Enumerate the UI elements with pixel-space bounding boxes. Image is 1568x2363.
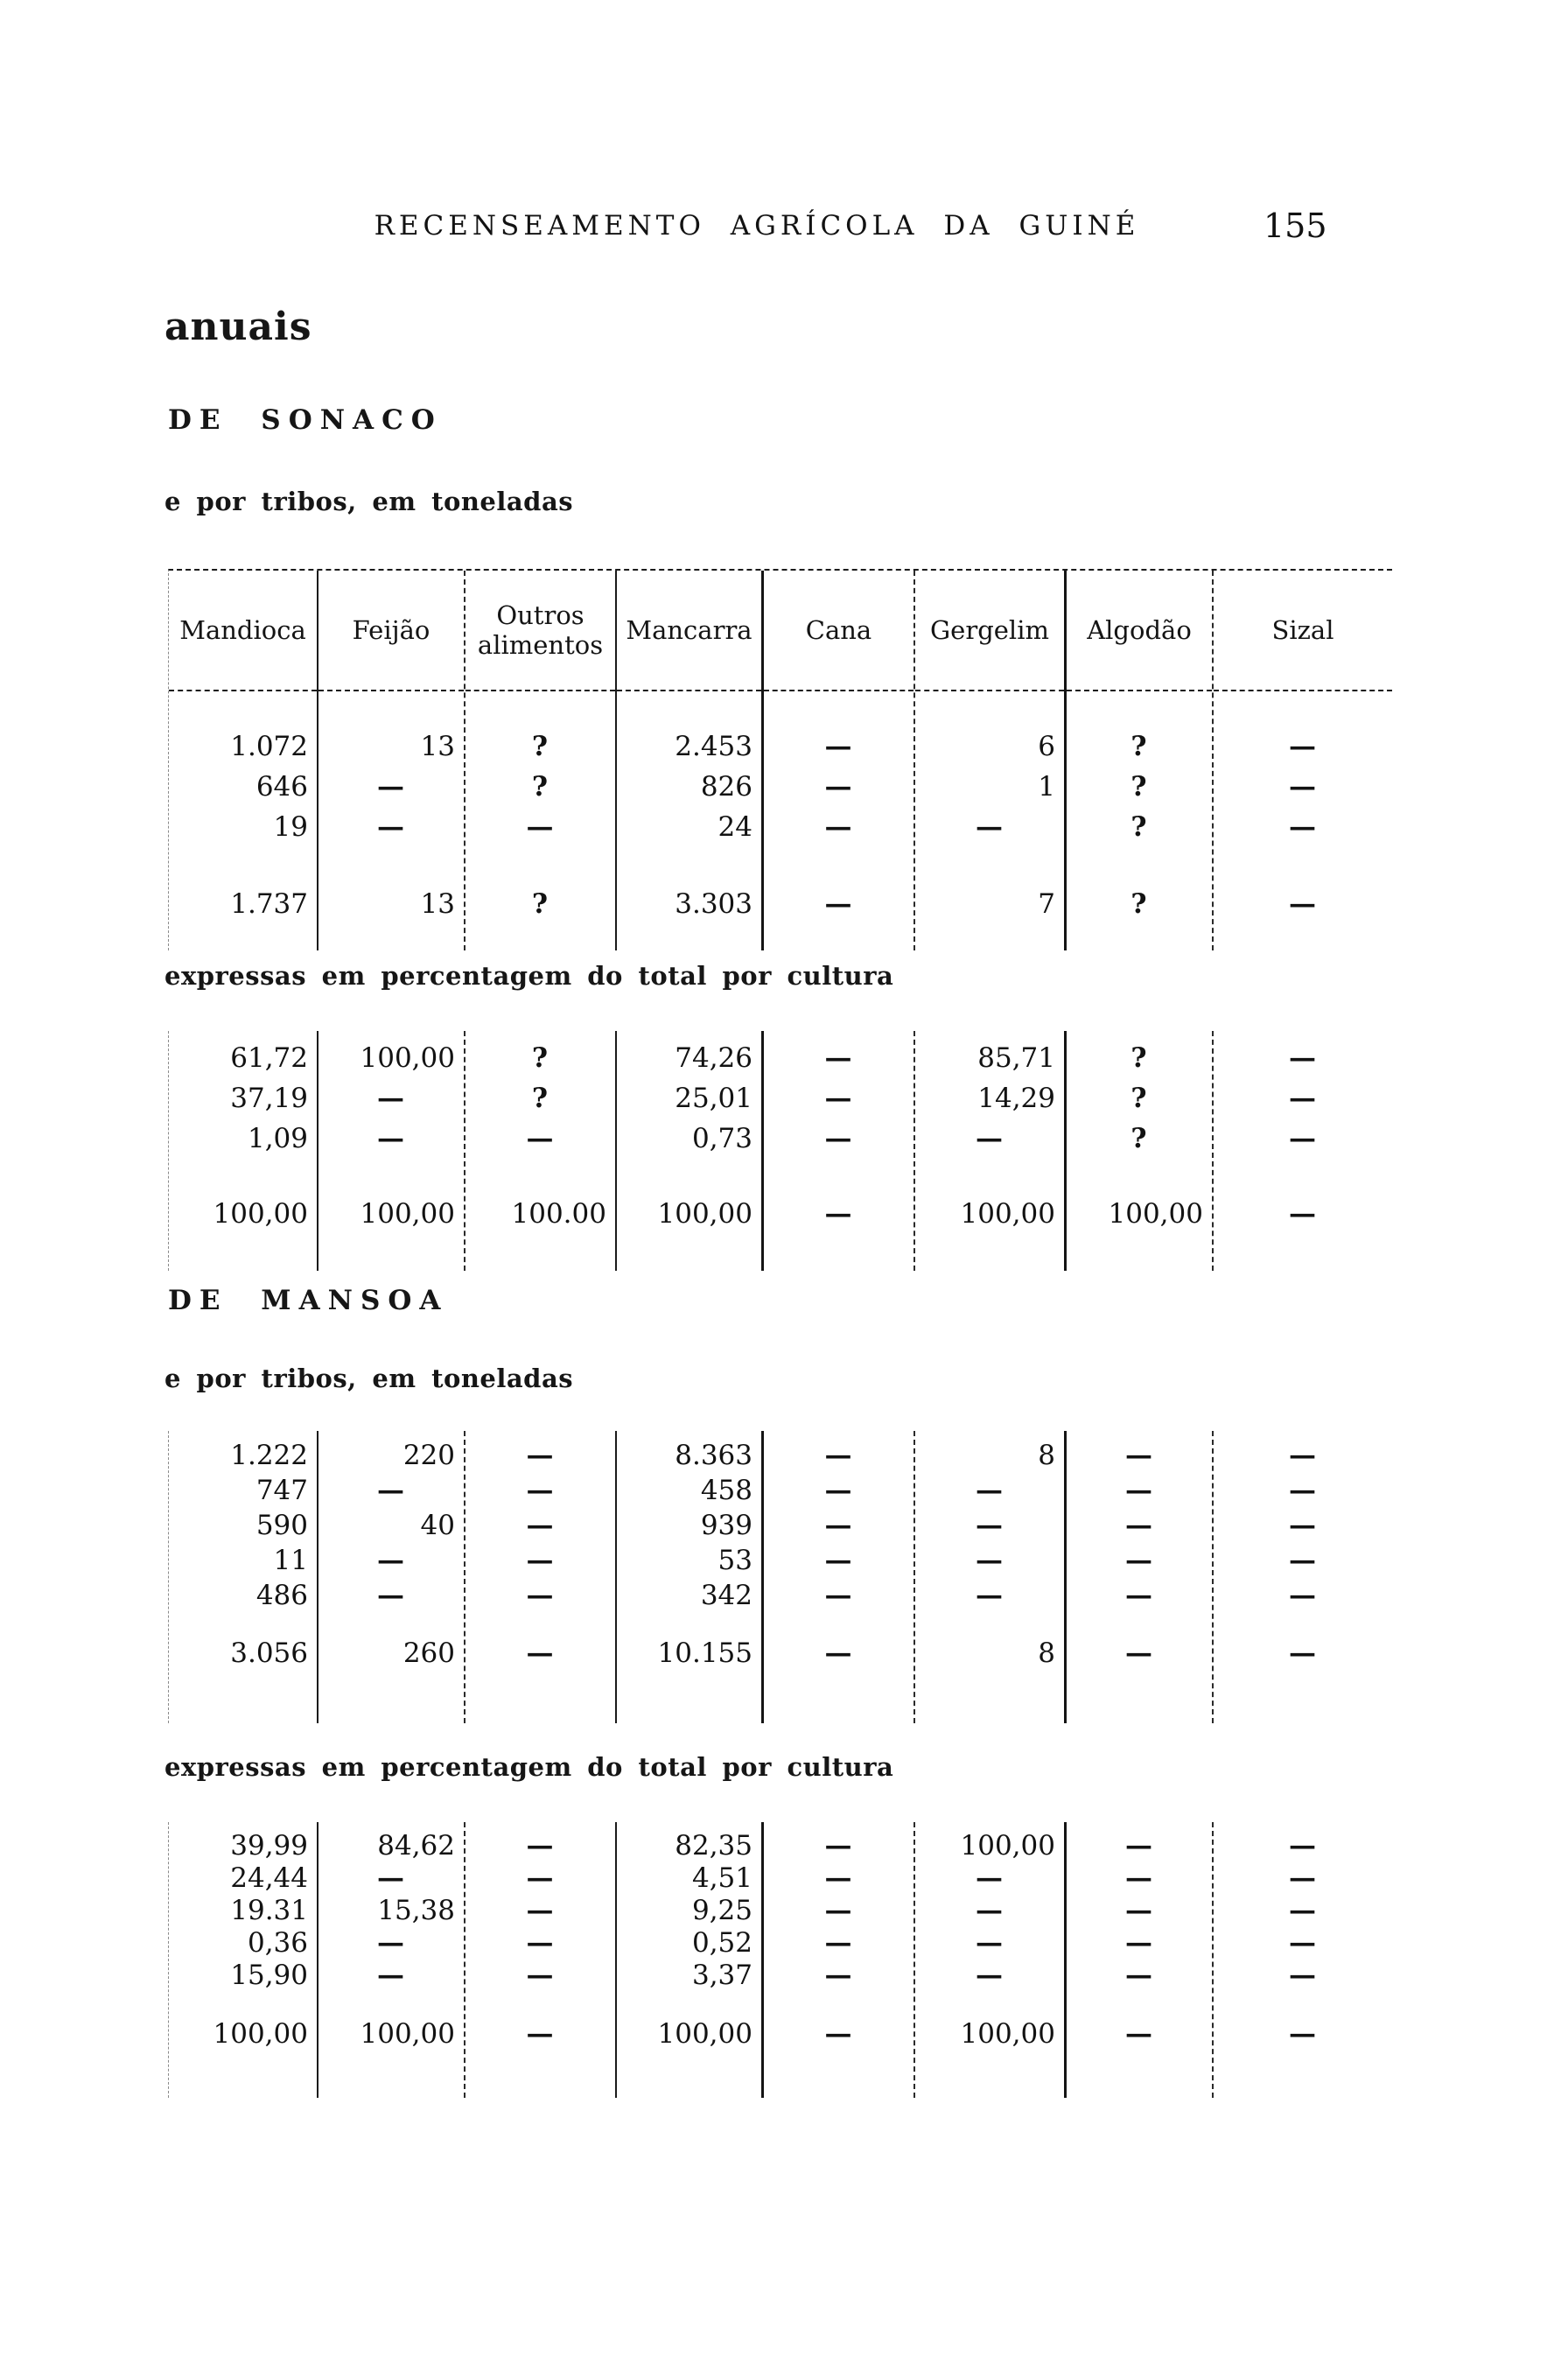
row-gap bbox=[318, 1613, 464, 1636]
data-cell: — bbox=[1125, 1475, 1153, 1506]
data-cell: — bbox=[526, 811, 555, 843]
column-header: Algodão bbox=[1067, 571, 1212, 691]
row-gap bbox=[764, 691, 914, 726]
data-cell: ? bbox=[531, 771, 550, 803]
data-cell: — bbox=[824, 1440, 853, 1471]
total-cell: 100,00 bbox=[213, 1198, 308, 1230]
total-cell: 100,00 bbox=[1108, 1198, 1203, 1230]
table-column bbox=[318, 571, 466, 950]
data-cell: — bbox=[824, 1123, 853, 1154]
table-column bbox=[1214, 1822, 1392, 2098]
data-cell: — bbox=[526, 1580, 555, 1611]
data-cell: 84,62 bbox=[377, 1829, 455, 1862]
data-cell: — bbox=[824, 1580, 853, 1611]
data-cell: — bbox=[1125, 1440, 1153, 1471]
data-cell: — bbox=[976, 1123, 1004, 1154]
table-column bbox=[466, 1431, 617, 1723]
data-cell: 19 bbox=[273, 811, 308, 843]
data-cell: — bbox=[824, 771, 853, 803]
data-cell: 0,36 bbox=[247, 1926, 308, 1959]
column-header: Cana bbox=[764, 571, 914, 691]
data-cell: — bbox=[377, 1475, 405, 1506]
row-gap bbox=[169, 1613, 317, 1636]
row-gap bbox=[169, 847, 317, 884]
data-cell: — bbox=[976, 1959, 1004, 1991]
total-cell: 13 bbox=[420, 888, 455, 920]
data-cell: 37,19 bbox=[230, 1083, 308, 1114]
data-cell: 25,01 bbox=[675, 1083, 752, 1114]
data-cell: 53 bbox=[718, 1545, 752, 1576]
data-cell: 6 bbox=[1038, 731, 1055, 762]
data-cell: — bbox=[824, 811, 853, 843]
total-cell: 3.303 bbox=[675, 888, 752, 920]
row-gap bbox=[1067, 691, 1212, 726]
section-heading-mansoa: DE MANSOA bbox=[168, 1285, 449, 1316]
data-cell: — bbox=[824, 1959, 853, 1991]
data-cell: — bbox=[1289, 1440, 1317, 1471]
data-cell: 24 bbox=[718, 811, 752, 843]
total-cell: 8 bbox=[1038, 1637, 1055, 1669]
total-cell: 100,00 bbox=[657, 2017, 752, 2050]
data-cell: — bbox=[1289, 1475, 1317, 1506]
row-gap bbox=[617, 1991, 761, 2017]
total-cell: ? bbox=[531, 888, 550, 920]
column-header: Sizal bbox=[1214, 571, 1392, 691]
data-cell: 100,00 bbox=[960, 1829, 1055, 1862]
data-cell: — bbox=[824, 1475, 853, 1506]
sonaco-tonnes-caption: e por tribos, em toneladas bbox=[164, 487, 574, 516]
data-cell: — bbox=[976, 1894, 1004, 1926]
data-cell: — bbox=[1125, 1959, 1153, 1991]
table-column bbox=[617, 571, 764, 950]
total-cell: — bbox=[824, 1637, 853, 1669]
data-cell: — bbox=[377, 1862, 405, 1894]
data-cell: 1,09 bbox=[247, 1123, 308, 1154]
table-column bbox=[764, 1431, 915, 1723]
row-gap bbox=[1067, 1159, 1212, 1194]
column-header: Outros alimentos bbox=[466, 571, 615, 691]
row-gap bbox=[169, 1159, 317, 1194]
row-gap bbox=[1214, 1613, 1392, 1636]
data-cell: 342 bbox=[700, 1580, 752, 1611]
table-column bbox=[1067, 1431, 1214, 1723]
sonaco-percent-table bbox=[168, 1031, 1392, 1271]
data-cell: — bbox=[526, 1894, 555, 1926]
table-column bbox=[466, 1822, 617, 2098]
data-cell: — bbox=[526, 1440, 555, 1471]
row-gap bbox=[1214, 847, 1392, 884]
data-cell: 61,72 bbox=[230, 1042, 308, 1074]
table-column bbox=[915, 1822, 1067, 2098]
data-cell: — bbox=[1289, 1580, 1317, 1611]
data-cell: 939 bbox=[700, 1510, 752, 1541]
total-cell: — bbox=[526, 2017, 555, 2050]
data-cell: 24,44 bbox=[230, 1862, 308, 1894]
row-gap bbox=[764, 1159, 914, 1194]
data-cell: — bbox=[976, 811, 1004, 843]
data-cell: 1.072 bbox=[230, 731, 308, 762]
data-cell: — bbox=[526, 1862, 555, 1894]
data-cell: — bbox=[377, 1545, 405, 1576]
data-cell: — bbox=[377, 1959, 405, 1991]
data-cell: — bbox=[526, 1959, 555, 1991]
data-cell: — bbox=[1125, 1510, 1153, 1541]
total-cell: — bbox=[1289, 888, 1317, 920]
data-cell: — bbox=[824, 1545, 853, 1576]
data-cell: — bbox=[976, 1510, 1004, 1541]
table-column bbox=[1214, 571, 1392, 950]
data-cell: — bbox=[1125, 1545, 1153, 1576]
row-gap bbox=[764, 1991, 914, 2017]
table-column bbox=[617, 1431, 764, 1723]
table-column bbox=[1067, 1822, 1214, 2098]
data-cell: — bbox=[1289, 1926, 1317, 1959]
data-cell: 14,29 bbox=[977, 1083, 1055, 1114]
total-cell: ? bbox=[1130, 888, 1148, 920]
data-cell: 0,52 bbox=[691, 1926, 752, 1959]
total-cell: 100,00 bbox=[960, 2017, 1055, 2050]
data-cell: — bbox=[526, 1475, 555, 1506]
table-column bbox=[169, 571, 318, 950]
data-cell: 39,99 bbox=[230, 1829, 308, 1862]
data-cell: — bbox=[1289, 1510, 1317, 1541]
row-gap bbox=[915, 1991, 1064, 2017]
data-cell: 0,73 bbox=[691, 1123, 752, 1154]
mansoa-tonnes-table bbox=[168, 1431, 1392, 1723]
row-gap bbox=[617, 691, 761, 726]
sonaco-tonnes-table bbox=[168, 569, 1392, 950]
data-cell: 85,71 bbox=[977, 1042, 1055, 1074]
data-cell: — bbox=[824, 1894, 853, 1926]
row-gap bbox=[617, 1159, 761, 1194]
data-cell: — bbox=[1125, 1926, 1153, 1959]
table-column bbox=[169, 1031, 318, 1271]
table-column bbox=[318, 1822, 466, 2098]
section-heading-sonaco: DE SONACO bbox=[168, 404, 443, 436]
data-cell: 486 bbox=[256, 1580, 308, 1611]
row-gap bbox=[318, 1991, 464, 2017]
row-gap bbox=[764, 847, 914, 884]
table-column bbox=[617, 1822, 764, 2098]
sonaco-percent-caption: expressas em percentagem do total por cultura bbox=[164, 961, 894, 991]
total-cell: 100.00 bbox=[511, 1198, 606, 1230]
data-cell: ? bbox=[531, 731, 550, 762]
table-column bbox=[169, 1431, 318, 1723]
data-cell: — bbox=[1289, 731, 1317, 762]
data-cell: — bbox=[824, 1042, 853, 1074]
row-gap bbox=[617, 1613, 761, 1636]
table-column bbox=[318, 1431, 466, 1723]
data-cell: — bbox=[526, 1510, 555, 1541]
row-gap bbox=[1067, 1991, 1212, 2017]
data-cell: — bbox=[377, 1083, 405, 1114]
total-cell: — bbox=[526, 1637, 555, 1669]
total-cell: 100,00 bbox=[360, 1198, 455, 1230]
data-cell: — bbox=[1289, 1083, 1317, 1114]
data-cell: — bbox=[976, 1926, 1004, 1959]
data-cell: 74,26 bbox=[675, 1042, 752, 1074]
column-header: Mandioca bbox=[169, 571, 317, 691]
table-column bbox=[466, 571, 617, 950]
data-cell: — bbox=[824, 1829, 853, 1862]
row-gap bbox=[1067, 1613, 1212, 1636]
data-cell: 646 bbox=[256, 771, 308, 803]
table-column bbox=[617, 1031, 764, 1271]
total-cell: 260 bbox=[402, 1637, 455, 1669]
data-cell: — bbox=[824, 1862, 853, 1894]
row-gap bbox=[466, 1159, 615, 1194]
total-cell: — bbox=[1125, 2017, 1153, 2050]
row-gap bbox=[466, 1613, 615, 1636]
data-cell: ? bbox=[1130, 771, 1148, 803]
data-cell: — bbox=[1289, 1123, 1317, 1154]
column-header: Feijão bbox=[318, 571, 464, 691]
data-cell: — bbox=[1289, 771, 1317, 803]
data-cell: — bbox=[976, 1475, 1004, 1506]
row-gap bbox=[915, 847, 1064, 884]
row-gap bbox=[169, 1991, 317, 2017]
data-cell: — bbox=[1289, 1959, 1317, 1991]
data-cell: — bbox=[377, 1926, 405, 1959]
mansoa-percent-table bbox=[168, 1822, 1392, 2098]
row-gap bbox=[764, 1613, 914, 1636]
data-cell: — bbox=[824, 1926, 853, 1959]
table-column bbox=[1214, 1431, 1392, 1723]
data-cell: 826 bbox=[700, 771, 752, 803]
data-cell: — bbox=[1289, 1862, 1317, 1894]
data-cell: — bbox=[976, 1545, 1004, 1576]
data-cell: — bbox=[526, 1123, 555, 1154]
data-cell: 9,25 bbox=[691, 1894, 752, 1926]
data-cell: 40 bbox=[420, 1510, 455, 1541]
total-cell: — bbox=[1289, 1637, 1317, 1669]
row-gap bbox=[915, 1159, 1064, 1194]
data-cell: — bbox=[377, 811, 405, 843]
total-cell: — bbox=[1289, 2017, 1317, 2050]
table-column bbox=[915, 571, 1067, 950]
total-cell: — bbox=[1125, 1637, 1153, 1669]
data-cell: 1 bbox=[1038, 771, 1055, 803]
data-cell: — bbox=[1125, 1829, 1153, 1862]
row-gap bbox=[318, 691, 464, 726]
data-cell: — bbox=[1125, 1862, 1153, 1894]
data-cell: — bbox=[1289, 1545, 1317, 1576]
table-column bbox=[915, 1431, 1067, 1723]
column-header: Gergelim bbox=[915, 571, 1064, 691]
data-cell: ? bbox=[531, 1083, 550, 1114]
running-head: RECENSEAMENTO AGRÍCOLA DA GUINÉ bbox=[374, 210, 1140, 242]
total-cell: — bbox=[824, 1198, 853, 1230]
total-cell: 7 bbox=[1038, 888, 1055, 920]
data-cell: 19.31 bbox=[230, 1894, 308, 1926]
data-cell: — bbox=[377, 1580, 405, 1611]
data-cell: 15,38 bbox=[377, 1894, 455, 1926]
row-gap bbox=[915, 691, 1064, 726]
total-cell: — bbox=[824, 888, 853, 920]
data-cell: — bbox=[824, 731, 853, 762]
data-cell: ? bbox=[531, 1042, 550, 1074]
total-cell: 1.737 bbox=[230, 888, 308, 920]
table-column bbox=[764, 1031, 915, 1271]
row-gap bbox=[617, 847, 761, 884]
data-cell: 590 bbox=[256, 1510, 308, 1541]
data-cell: — bbox=[1125, 1894, 1153, 1926]
data-cell: — bbox=[526, 1829, 555, 1862]
mansoa-percent-caption: expressas em percentagem do total por cultura bbox=[164, 1752, 894, 1782]
data-cell: — bbox=[1289, 811, 1317, 843]
row-gap bbox=[1214, 691, 1392, 726]
data-cell: — bbox=[976, 1862, 1004, 1894]
data-cell: ? bbox=[1130, 1042, 1148, 1074]
data-cell: ? bbox=[1130, 731, 1148, 762]
table-column bbox=[915, 1031, 1067, 1271]
row-gap bbox=[318, 847, 464, 884]
data-cell: 220 bbox=[402, 1440, 455, 1471]
row-gap bbox=[318, 1159, 464, 1194]
total-cell: 100,00 bbox=[960, 1198, 1055, 1230]
data-cell: 15,90 bbox=[230, 1959, 308, 1991]
data-cell: ? bbox=[1130, 811, 1148, 843]
data-cell: — bbox=[377, 1123, 405, 1154]
data-cell: 8.363 bbox=[675, 1440, 752, 1471]
data-cell: ? bbox=[1130, 1083, 1148, 1114]
row-gap bbox=[466, 1991, 615, 2017]
total-cell: — bbox=[824, 2017, 853, 2050]
table-column bbox=[1067, 1031, 1214, 1271]
row-gap bbox=[1067, 847, 1212, 884]
table-column bbox=[1214, 1031, 1392, 1271]
page-title: anuais bbox=[164, 305, 312, 349]
total-cell: — bbox=[1289, 1198, 1317, 1230]
data-cell: 11 bbox=[273, 1545, 308, 1576]
table-column bbox=[764, 1822, 915, 2098]
row-gap bbox=[466, 847, 615, 884]
total-cell: 100,00 bbox=[360, 2017, 455, 2050]
data-cell: 8 bbox=[1038, 1440, 1055, 1471]
data-cell: — bbox=[824, 1083, 853, 1114]
total-cell: 100,00 bbox=[657, 1198, 752, 1230]
data-cell: 1.222 bbox=[230, 1440, 308, 1471]
table-column bbox=[318, 1031, 466, 1271]
data-cell: 4,51 bbox=[691, 1862, 752, 1894]
data-cell: 2.453 bbox=[675, 731, 752, 762]
column-header: Mancarra bbox=[617, 571, 761, 691]
data-cell: 747 bbox=[256, 1475, 308, 1506]
row-gap bbox=[915, 1613, 1064, 1636]
data-cell: — bbox=[526, 1545, 555, 1576]
data-cell: — bbox=[526, 1926, 555, 1959]
page-number: 155 bbox=[1264, 207, 1327, 245]
row-gap bbox=[1214, 1991, 1392, 2017]
table-column bbox=[764, 571, 915, 950]
data-cell: 100,00 bbox=[360, 1042, 455, 1074]
table-column bbox=[466, 1031, 617, 1271]
data-cell: — bbox=[1289, 1894, 1317, 1926]
data-cell: 458 bbox=[700, 1475, 752, 1506]
data-cell: — bbox=[1289, 1829, 1317, 1862]
mansoa-tonnes-caption: e por tribos, em toneladas bbox=[164, 1364, 574, 1393]
total-cell: 3.056 bbox=[230, 1637, 308, 1669]
total-cell: 10.155 bbox=[657, 1637, 752, 1669]
table-column bbox=[1067, 571, 1214, 950]
table-column bbox=[169, 1822, 318, 2098]
row-gap bbox=[169, 691, 317, 726]
data-cell: — bbox=[824, 1510, 853, 1541]
data-cell: ? bbox=[1130, 1123, 1148, 1154]
total-cell: 100,00 bbox=[213, 2017, 308, 2050]
data-cell: 82,35 bbox=[675, 1829, 752, 1862]
data-cell: — bbox=[976, 1580, 1004, 1611]
row-gap bbox=[1214, 1159, 1392, 1194]
data-cell: — bbox=[377, 771, 405, 803]
data-cell: 3,37 bbox=[691, 1959, 752, 1991]
data-cell: — bbox=[1125, 1580, 1153, 1611]
data-cell: — bbox=[1289, 1042, 1317, 1074]
data-cell: 13 bbox=[420, 731, 455, 762]
row-gap bbox=[466, 691, 615, 726]
